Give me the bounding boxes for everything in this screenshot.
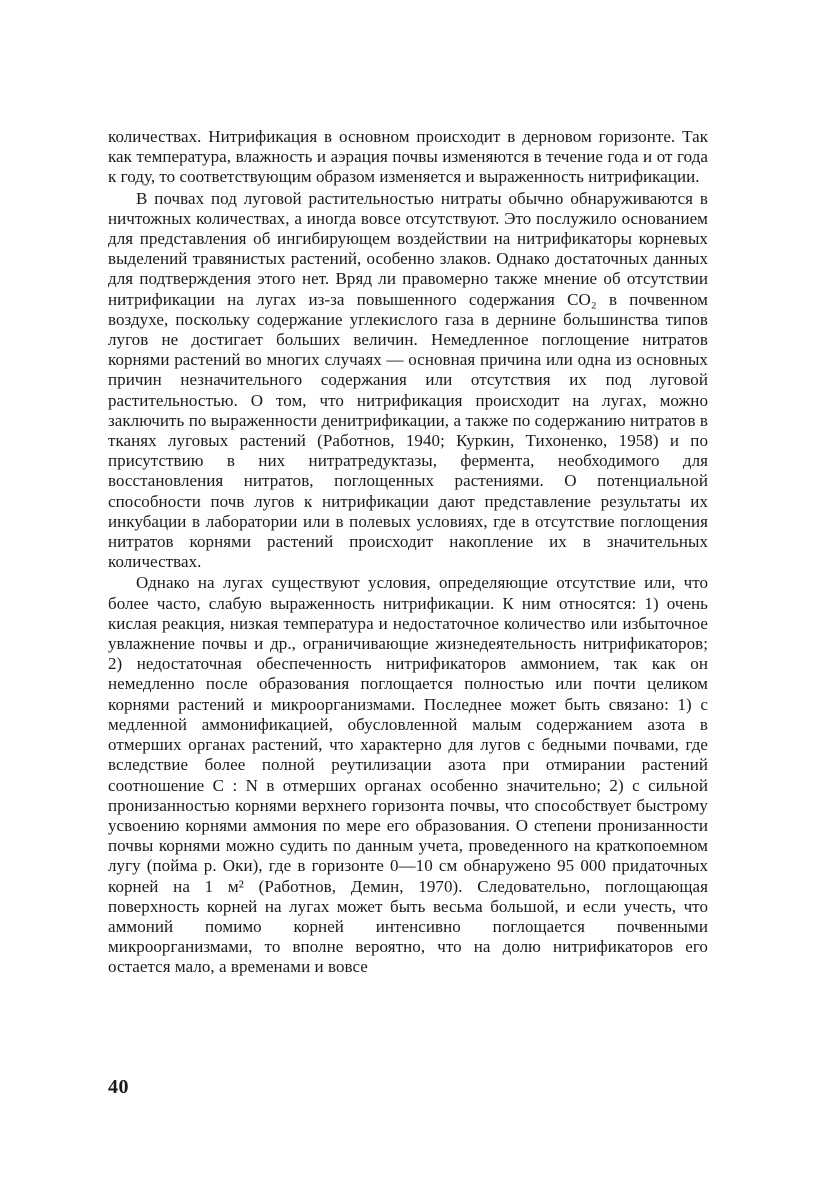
body-text <box>108 127 708 978</box>
paragraph-continuation: количествах. Нитрификация в основном происходит в дерновом горизонте. Так как температура, влажность и аэрация почвы изменяются в течение года и от года к году, то соответствующим образом изменяется и выраженность нитрификации. <box>108 127 708 187</box>
paragraph-conditions: Однако на лугах существуют условия, определяющие отсутствие или, что более часто, слабую выраженность нитрификации. К ним относятся: 1) очень кислая реакция, низкая температура и недостаточное количество или избыточное увлажнение почвы и др., ограничивающие жизнедеятельность нитрификаторов; 2) недостаточная обеспеченность нитрификаторов аммонием, так как он немедленно после образования поглощается полностью или почти целиком корнями растений и микроорганизмами. Последнее может быть связано: 1) с медленной аммонификацией, обусловленной малым содержанием азота в отмерших органах растений, что характерно для лугов с бедными почвами, где вследствие более полной реутилизации азота при отмирании растений соотношение C : N в отмерших органах особенно значительно; 2) с сильной пронизанностью корнями верхнего горизонта почвы, что способствует быстрому усвоению корнями аммония по мере его образования. О степени пронизанности почвы корнями можно судить по данным учета, проведенного на краткопоемном лугу (пойма р. Оки), где в горизонте 0—10 см обнаружено 95 000 придаточных корней на 1 м² (Работнов, Демин, 1970). Следовательно, поглощающая поверхность корней на лугах может быть весьма большой, и если учесть, что аммоний помимо корней интенсивно поглощается почвенными микроорганизмами, то вполне вероятно, что на долю нитрификаторов его остается мало, а временами и вовсе <box>108 573 708 977</box>
page-number: 40 <box>108 1076 129 1098</box>
paragraph-nitrates-meadows: В почвах под луговой растительностью нитраты обычно обнаруживаются в ничтожных количествах, а иногда вовсе отсутствуют. Это послужило основанием для представления об ингибирующем воздействии на нитрификаторы корневых выделений травянистых растений, особенно злаков. Однако достаточных данных для подтверждения этого нет. Вряд ли правомерно также мнение об отсутствии нитрификации на лугах из-за повышенного содержания CO₂ в почвенном воздухе, поскольку содержание углекислого газа в дернине большинства типов лугов не достигает больших величин. Немедленное поглощение нитратов корнями растений во многих случаях — основная причина или одна из основных причин незначительного содержания или отсутствия их под луговой растительностью. О том, что нитрификация происходит на лугах, можно заключить по выраженности денитрификации, а также по содержанию нитратов в тканях луговых растений (Работнов, 1940; Куркин, Тихоненко, 1958) и по присутствию в них нитратредуктазы, фермента, необходимого для восстановления нитратов, поглощенных растениями. О потенциальной способности почв лугов к нитрификации дают представление результаты их инкубации в лаборатории или в полевых условиях, где в отсутствие поглощения нитратов корнями растений происходит накопление их в значительных количествах. <box>108 188 708 572</box>
